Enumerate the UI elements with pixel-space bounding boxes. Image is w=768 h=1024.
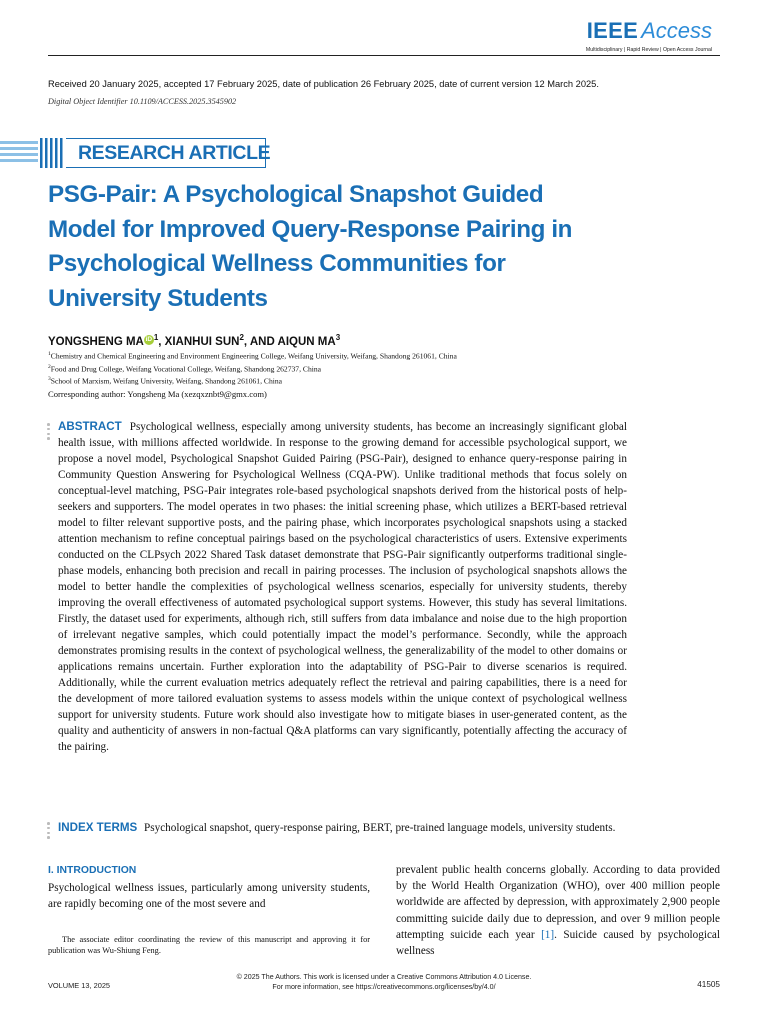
banner-stripes-icon bbox=[0, 138, 68, 168]
author-2: , XIANHUI SUN bbox=[158, 335, 240, 348]
paper-title: PSG-Pair: A Psychological Snapshot Guided Model for Improved Query-Response Pairing in Psychological Wellness Communities for University Students bbox=[48, 181, 573, 312]
author-list bbox=[48, 333, 340, 348]
abstract-text: Psychological wellness, especially among university students, has become an increasingly significant global health issue, with millions affected worldwide. In response to the growing demand for accessible psychological support, we propose a novel model, Psychological Snapshot Guided Pairing (PSG-Pair), designed to enhance query-response pairing in Community Question Answering for Psychological Wellness (CQA-PW). Unlike traditional methods that focus solely on conceptual-level matching, PSG-Pair integrates role-based psychological snapshots derived from the historical posts of help-seekers and supporters. The model operates in two phases: the initial screening phase, which utilizes a BERT-based retrieval model to filter relevant supportive posts, and the pairing phase, which incorporates psychological snapshots using a stacked attention mechanism to refine conceptual pairings based on the psychological characteristics of users. Extensive experiments conducted on the CLPsych 2022 Shared Task dataset demonstrate that PSG-Pair significantly outperforms traditional single-phase models, enhancing both precision and recall in pairing processes. The inclusion of psychological snapshots allows the model to better handle the complexities of psychological wellness scenarios, especially for university students, thereby improving the overall effectiveness of automated psychological support systems. However, this study has several limitations. Firstly, the dataset used for experiments, although rich, still suffers from data imbalance and noise due to the high proportion of irrelevant negative samples, which could potentially impact the model’s performance. Secondly, while the approach demonstrates promising results in the context of psychological wellness, the generalizability of the model to other domains or applications remains uncertain. Further exploration into the adaptability of PSG-Pair to diverse scenarios is required. Additionally, while the current evaluation metrics adequately reflect the retrieval and pairing capabilities, there is a need for the development of more tailored evaluation systems to assess models within the unique context of psychological wellness support for university students. Future work should also investigate how to mitigate biases in user-generated content, as the quality and authenticity of answers in non-factual Q&A platforms can vary significantly, potentially affecting the accuracy of the pairing. bbox=[58, 421, 627, 753]
author-1: YONGSHENG MA bbox=[48, 335, 144, 348]
abstract-label: ABSTRACT bbox=[58, 420, 122, 433]
received-dates: Received 20 January 2025, accepted 17 February 2025, date of publication 26 February 2025, date of current version 12 March 2025. bbox=[48, 79, 599, 89]
author-1-affil: 1 bbox=[153, 333, 159, 342]
citation-link[interactable]: [1] bbox=[541, 928, 555, 941]
intro-continued: prevalent public health concerns globally. According to data provided by the World Health Organization (WHO), over 400 million people worldwide are affected by depression, with approximately 2,900 people committing suicide daily due to depression, and over 9 million people attempting suicide each year bbox=[396, 864, 720, 941]
index-terms-text: Psychological snapshot, query-response pairing, BERT, pre-trained language models, university students. bbox=[144, 822, 616, 834]
orcid-icon[interactable]: iD bbox=[145, 335, 153, 343]
section-heading-introduction: I. INTRODUCTION bbox=[48, 865, 137, 876]
section-dots-icon bbox=[47, 423, 51, 442]
affiliations bbox=[48, 349, 457, 387]
author-2-affil: 2 bbox=[239, 333, 244, 342]
logo-tagline: Multidisciplinary | Rapid Review | Open Access Journal bbox=[585, 47, 712, 53]
corresponding-author: Corresponding author: Yongsheng Ma (xezqxznbt9@gmx.com) bbox=[48, 389, 267, 399]
abstract bbox=[58, 419, 627, 755]
logo-ieee: IEEE bbox=[586, 18, 639, 43]
section-dots-icon bbox=[47, 822, 51, 841]
right-column bbox=[396, 862, 720, 959]
editor-footnote: The associate editor coordinating the review of this manuscript and approving it for publication was Wu-Shiung Feng. bbox=[48, 935, 370, 955]
affiliation: $^3$School of Marxism, Weifang University, Weifang, Shandong 261061, China bbox=[48, 376, 283, 386]
affiliation: $^2$Food and Drug College, Weifang Vocational College, Weifang, Shandong 262737, China bbox=[48, 363, 322, 374]
license-notice bbox=[0, 973, 768, 992]
affiliation: $^1$Chemistry and Chemical Engineering and Environment Engineering College, Weifang University, Weifang, Shandong 261061, China bbox=[48, 351, 457, 361]
page-number: 41505 bbox=[697, 980, 720, 989]
index-terms bbox=[58, 820, 627, 836]
index-terms-label: INDEX TERMS bbox=[58, 821, 138, 834]
author-3: , AND AIQUN MA bbox=[243, 335, 336, 348]
license-line: © 2025 The Authors. This work is licensed under a Creative Commons Attribution 4.0 License. bbox=[236, 973, 532, 981]
article-type: RESEARCH ARTICLE bbox=[78, 142, 271, 164]
journal-logo bbox=[587, 18, 712, 44]
intro-continued-tail: . Suicide caused by psychological wellness bbox=[396, 928, 720, 958]
left-column bbox=[48, 865, 370, 912]
intro-paragraph: Psychological wellness issues, particularly among university students, are rapidly becoming one of the most severe and bbox=[48, 882, 370, 911]
doi: Digital Object Identifier 10.1109/ACCESS.2025.3545902 bbox=[48, 97, 237, 106]
license-link[interactable]: For more information, see https://creativecommons.org/licenses/by/4.0/ bbox=[272, 982, 496, 991]
header-rule bbox=[48, 55, 720, 56]
logo-access: Access bbox=[641, 18, 712, 43]
author-3-affil: 3 bbox=[335, 333, 341, 342]
volume-label: VOLUME 13, 2025 bbox=[48, 981, 111, 990]
